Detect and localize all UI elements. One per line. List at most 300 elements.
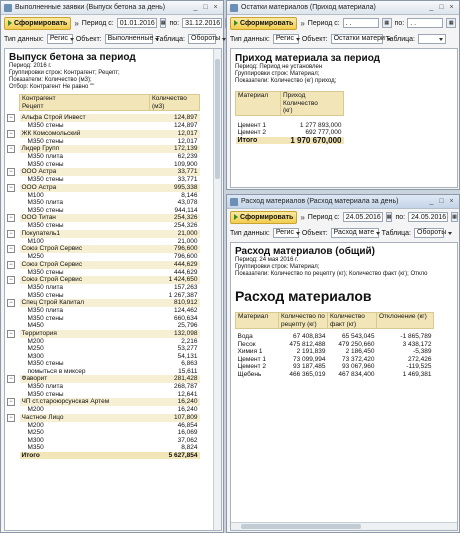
column-header-quantity: Количество (м3) <box>150 95 200 111</box>
row-name: M350 стены <box>27 314 64 322</box>
close-icon[interactable]: × <box>449 4 454 11</box>
collapse-icon[interactable]: − <box>7 184 15 192</box>
row-name: Частное Лицо <box>20 414 150 422</box>
period-label: Период с: <box>307 19 340 27</box>
chevron-down-icon <box>296 232 300 235</box>
row-value: 25,796 <box>177 322 198 329</box>
close-icon[interactable]: × <box>213 4 218 11</box>
table-row[interactable] <box>5 253 200 261</box>
group-row[interactable] <box>5 398 200 406</box>
row-name: M350 стены <box>27 390 64 398</box>
data-type-select[interactable] <box>273 34 299 44</box>
data-type-value: Регис <box>275 229 295 236</box>
table-row[interactable] <box>5 292 200 300</box>
group-toggle-cell[interactable] <box>5 299 20 307</box>
generate-label: Сформировать <box>240 19 294 27</box>
report-meta <box>235 64 453 85</box>
table-row[interactable] <box>236 356 434 364</box>
settings-bar <box>227 225 459 241</box>
group-toggle-cell <box>5 253 20 261</box>
row-value: 12,017 <box>177 137 198 145</box>
group-toggle-cell <box>5 161 20 169</box>
window-icon <box>230 4 238 12</box>
collapse-icon[interactable]: − <box>7 330 15 338</box>
window-material-balance <box>226 0 460 190</box>
table-row[interactable] <box>5 307 200 315</box>
horizontal-scrollbar[interactable] <box>231 522 457 530</box>
collapse-icon[interactable]: − <box>7 299 15 307</box>
group-toggle-cell[interactable] <box>5 375 20 383</box>
group-toggle-cell <box>5 383 20 391</box>
group-toggle-cell[interactable] <box>5 214 20 222</box>
row-value: 33,771 <box>177 176 198 183</box>
group-toggle-cell <box>5 199 20 207</box>
row-name: M250 <box>27 345 44 352</box>
date-to-label: по: <box>395 213 406 221</box>
group-toggle-cell[interactable] <box>5 168 20 176</box>
data-type-value: Регис <box>275 35 295 42</box>
window-concrete-output <box>0 0 224 533</box>
table-row[interactable] <box>5 322 200 330</box>
meta-line: Показатели: Количество (м3); <box>9 77 92 83</box>
group-toggle-cell <box>5 292 20 300</box>
data-type-select[interactable] <box>47 34 73 44</box>
more-chevron-icon[interactable]: » <box>300 18 305 28</box>
column-header-material: Материал <box>236 92 281 116</box>
row-name: Союз Строй Сервис <box>20 261 150 269</box>
group-toggle-cell[interactable] <box>5 330 20 338</box>
table-row[interactable] <box>5 138 200 146</box>
group-toggle-cell[interactable] <box>5 398 20 406</box>
table-row[interactable] <box>5 406 200 414</box>
meta-line: Период: 24 мая 2016 г. <box>235 257 299 263</box>
row-value: 54,131 <box>177 352 198 360</box>
row-value: 172,139 <box>150 145 200 153</box>
row-value: -119,525 <box>406 363 432 370</box>
row-name: M350 стены <box>27 222 64 229</box>
group-toggle-cell <box>5 238 20 246</box>
calendar-icon[interactable]: ▦ <box>446 18 456 28</box>
group-row[interactable] <box>5 168 200 176</box>
generate-label: Сформировать <box>14 19 68 27</box>
collapse-icon[interactable]: − <box>7 414 15 422</box>
column-header-material: Материал <box>236 313 279 329</box>
row-value: 2 186,450 <box>345 348 375 355</box>
settings-bar <box>227 31 459 47</box>
table-row[interactable] <box>5 176 200 184</box>
group-toggle-cell[interactable] <box>5 145 20 153</box>
table-row[interactable] <box>5 122 200 130</box>
row-value: 1 469,381 <box>402 370 432 378</box>
calendar-icon[interactable]: ▦ <box>452 214 457 220</box>
row-name: помыться в миксер <box>27 367 86 375</box>
group-toggle-cell <box>5 176 20 184</box>
row-value: 73 372,420 <box>341 355 375 363</box>
row-name: ЧП ст.староюрсунская Артем <box>20 398 150 406</box>
collapse-icon[interactable]: − <box>7 214 15 222</box>
group-toggle-cell[interactable] <box>5 114 20 122</box>
row-value: 467 834,400 <box>338 370 375 378</box>
row-value: 268,787 <box>174 383 198 390</box>
row-name: ООО Астра <box>20 184 150 192</box>
table-select[interactable] <box>414 228 447 238</box>
table-row[interactable] <box>5 238 200 246</box>
collapse-icon[interactable]: − <box>7 168 15 176</box>
row-name: M100 <box>27 191 44 199</box>
total-value: 5 627,854 <box>150 452 200 460</box>
row-name: M350 плита <box>27 284 64 291</box>
chevron-down-icon <box>448 232 452 235</box>
date-to-label: по: <box>169 19 180 27</box>
data-type-value: Регис <box>49 35 69 42</box>
table-row[interactable] <box>5 222 200 230</box>
row-value: 281,428 <box>150 375 200 383</box>
total-row: Итого 1 970 670,000 <box>237 135 342 145</box>
row-value: 810,912 <box>150 299 200 307</box>
generate-button[interactable] <box>230 211 297 224</box>
date-to-label: по: <box>394 19 405 27</box>
group-toggle-cell <box>5 192 20 200</box>
table-row[interactable] <box>5 161 200 169</box>
collapse-icon[interactable]: − <box>7 398 15 406</box>
row-name: Альфа Строй Инвест <box>20 114 150 122</box>
group-toggle-cell[interactable] <box>5 276 20 284</box>
row-value: 109,900 <box>174 160 198 168</box>
row-value: 796,600 <box>174 253 198 260</box>
row-value: 15,611 <box>178 367 198 375</box>
row-value: 16,240 <box>150 398 200 406</box>
object-label: Объект: <box>75 35 102 43</box>
group-row[interactable] <box>5 276 200 284</box>
date-from-input[interactable]: 24.05.2016 <box>343 212 383 222</box>
group-toggle-cell[interactable] <box>5 184 20 192</box>
group-toggle-cell <box>5 422 20 430</box>
report-area[interactable] <box>230 48 458 188</box>
group-toggle-cell <box>5 406 20 414</box>
row-name: M350 плита <box>27 199 64 206</box>
group-toggle-cell <box>5 353 20 361</box>
group-toggle-cell[interactable] <box>5 414 20 422</box>
row-name: M350 стены <box>27 206 64 214</box>
object-select[interactable] <box>331 228 379 238</box>
column-header-income: Приход Количество (кг) <box>281 92 344 116</box>
row-value: 33,771 <box>150 168 200 176</box>
table-row[interactable] <box>5 422 200 430</box>
meta-line: Показатели: Количество (кг) приход; <box>235 78 337 84</box>
meta-line: Отбор: Контрагент Не равно "" <box>9 84 95 90</box>
generate-label: Сформировать <box>240 213 294 221</box>
group-row[interactable] <box>5 330 200 338</box>
table-row[interactable] <box>5 338 200 346</box>
row-value: 475 812,488 <box>289 340 326 348</box>
row-name: Вода <box>237 333 253 340</box>
row-value: 660,634 <box>174 314 198 322</box>
row-value: 46,854 <box>177 421 198 429</box>
more-chevron-icon[interactable]: » <box>74 18 79 28</box>
row-value: 254,326 <box>174 222 198 229</box>
table-row: Цемент 1 1 277 893,000 <box>237 121 342 129</box>
group-toggle-cell <box>5 307 20 315</box>
group-row[interactable] <box>5 214 200 222</box>
table-row[interactable] <box>236 363 434 371</box>
row-value: 12,641 <box>177 390 198 398</box>
row-name: M350 стены <box>27 176 64 183</box>
play-icon <box>234 20 238 26</box>
table-label: Таблица: <box>381 229 412 237</box>
table-select[interactable] <box>188 34 221 44</box>
row-value: 2,216 <box>181 337 198 345</box>
group-row[interactable] <box>5 261 200 269</box>
row-name: Щебень <box>237 370 262 378</box>
generate-button[interactable] <box>230 17 297 30</box>
more-chevron-icon[interactable]: » <box>300 212 305 222</box>
table-row[interactable] <box>5 207 200 215</box>
table-value: Обороты <box>191 35 221 42</box>
row-value: 124,462 <box>174 307 198 314</box>
row-name: Покупатель1 <box>20 230 150 238</box>
group-toggle-cell[interactable] <box>5 261 20 269</box>
close-icon[interactable]: × <box>449 198 454 205</box>
group-row[interactable] <box>5 230 200 238</box>
row-value: 3 438,172 <box>402 340 432 348</box>
group-toggle-cell <box>5 444 20 452</box>
row-name: M200 <box>27 337 44 345</box>
window-titlebar[interactable] <box>227 195 459 209</box>
data-type-label: Тип данных: <box>4 35 44 43</box>
minimize-icon[interactable]: _ <box>193 4 198 11</box>
row-value: 67 408,834 <box>292 333 326 340</box>
total-row <box>5 452 200 460</box>
row-value: 73 099,994 <box>292 355 326 363</box>
toolbar <box>227 209 459 225</box>
row-name: Союз Строй Сервис <box>20 245 150 253</box>
row-name: M350 стены <box>27 360 64 367</box>
maximize-icon[interactable]: □ <box>439 4 444 11</box>
table-row[interactable] <box>5 153 200 161</box>
row-value: 132,098 <box>150 330 200 338</box>
row-value: 93 067,960 <box>341 363 375 370</box>
row-value: 6,863 <box>181 360 198 367</box>
collapse-icon[interactable]: − <box>7 114 15 122</box>
window-icon <box>230 198 238 206</box>
report-meta <box>235 257 453 278</box>
total-label: Итого <box>20 452 150 460</box>
group-toggle-cell <box>5 207 20 215</box>
table-row[interactable] <box>5 360 200 368</box>
table-row[interactable] <box>5 353 200 361</box>
table-row[interactable] <box>5 368 200 376</box>
table-row[interactable] <box>5 284 200 292</box>
chevron-down-icon <box>70 38 74 41</box>
play-icon <box>234 214 238 220</box>
collapse-icon[interactable]: − <box>7 261 15 269</box>
row-value: 1 424,650 <box>150 276 200 284</box>
date-from-input[interactable]: 01.01.2016 <box>117 18 157 28</box>
meta-line: Период: Период не установлен <box>235 64 323 70</box>
row-name: M350 стены <box>27 160 64 168</box>
generate-button[interactable] <box>4 17 71 30</box>
group-row[interactable] <box>5 114 200 122</box>
table-row[interactable] <box>5 192 200 200</box>
row-value: 796,600 <box>150 245 200 253</box>
group-row[interactable] <box>5 375 200 383</box>
row-name: M350 плита <box>27 153 64 160</box>
collapse-icon[interactable]: − <box>7 145 15 153</box>
group-toggle-cell[interactable] <box>5 230 20 238</box>
row-value: 157,263 <box>174 284 198 291</box>
group-toggle-cell <box>5 153 20 161</box>
calendar-icon[interactable]: ▦ <box>160 20 166 26</box>
maximize-icon[interactable]: □ <box>203 4 208 11</box>
group-toggle-cell <box>5 368 20 376</box>
group-row[interactable] <box>5 145 200 153</box>
collapse-icon[interactable]: − <box>7 245 15 253</box>
row-value: 995,338 <box>150 184 200 192</box>
table-row: Цемент 2 692 777,000 <box>237 129 342 136</box>
group-toggle-cell <box>5 122 20 130</box>
row-name: Территория <box>20 330 150 338</box>
table-row[interactable] <box>236 348 434 356</box>
table-value: Обороты <box>417 229 447 236</box>
minimize-icon[interactable]: _ <box>429 4 434 11</box>
group-row[interactable] <box>5 245 200 253</box>
object-value: Расход мате <box>333 229 375 236</box>
calendar-icon[interactable]: ▦ <box>382 18 392 28</box>
period-label: Период с: <box>81 19 114 27</box>
table-row[interactable] <box>236 333 434 341</box>
vertical-scrollbar[interactable] <box>213 49 221 530</box>
row-value: 65 543,045 <box>341 333 375 340</box>
table-row[interactable] <box>5 269 200 277</box>
group-toggle-cell[interactable] <box>5 130 20 138</box>
row-name: Союз Строй Сервис <box>20 276 150 284</box>
table-row[interactable] <box>5 429 200 437</box>
meta-line: Показатели: Количество по рецепту (кг); Количество факт (кг); Откло <box>235 271 428 277</box>
table-select[interactable] <box>418 34 446 44</box>
collapse-icon[interactable]: − <box>7 130 15 138</box>
report-title: Выпуск бетона за период <box>9 52 136 63</box>
row-value: 944,114 <box>174 206 198 214</box>
row-name: M300 <box>27 436 44 444</box>
object-select[interactable] <box>105 34 153 44</box>
report-table <box>235 91 344 144</box>
table-row[interactable] <box>5 444 200 452</box>
toolbar <box>227 15 459 31</box>
report-area[interactable] <box>230 242 458 531</box>
date-from-input[interactable]: . . <box>343 18 379 28</box>
table-row[interactable] <box>5 391 200 399</box>
report-big-title: Расход материалов <box>235 288 372 304</box>
report-meta <box>9 63 217 91</box>
data-type-select[interactable] <box>273 228 299 238</box>
column-header-recipe-qty: Количество по рецепту (кг) <box>279 313 328 329</box>
date-to-input[interactable]: 24.05.2016 <box>408 212 448 222</box>
row-name: M350 плита <box>27 307 64 314</box>
table-row[interactable] <box>5 315 200 323</box>
object-label: Объект: <box>301 35 328 43</box>
group-toggle-cell <box>5 345 20 353</box>
row-name: ЖК Комсомольский <box>20 130 150 138</box>
group-row[interactable] <box>5 414 200 422</box>
group-row[interactable] <box>5 184 200 192</box>
row-value: -5,389 <box>413 348 432 355</box>
table-row[interactable] <box>236 341 434 349</box>
group-toggle-cell[interactable] <box>5 245 20 253</box>
window-icon <box>4 4 12 12</box>
chevron-down-icon <box>376 232 380 235</box>
object-label: Объект: <box>301 229 328 237</box>
group-toggle-cell <box>5 360 20 368</box>
row-value: 8,146 <box>181 191 198 199</box>
group-toggle-cell <box>5 322 20 330</box>
minimize-icon[interactable]: _ <box>429 198 434 205</box>
window-titlebar[interactable] <box>227 1 459 15</box>
table-label: Таблица: <box>385 35 416 43</box>
group-toggle-cell <box>5 391 20 399</box>
meta-line: Период: 2016 г. <box>9 63 52 69</box>
row-value: 21,000 <box>150 230 200 238</box>
window-titlebar[interactable] <box>1 1 223 15</box>
settings-bar <box>1 31 223 47</box>
column-header-fact-qty: Количество факт (кг) <box>328 313 377 329</box>
table-row[interactable] <box>5 383 200 391</box>
row-name: Фаворит <box>20 375 150 383</box>
date-to-input[interactable]: . . <box>407 18 443 28</box>
row-name: ООО Астра <box>20 168 150 176</box>
collapse-icon[interactable]: − <box>7 230 15 238</box>
row-name: M200 <box>27 406 44 413</box>
row-name: Песок <box>237 340 256 348</box>
date-to-input[interactable]: 31.12.2016 <box>182 18 222 28</box>
row-name: M300 <box>27 352 44 360</box>
report-area[interactable] <box>4 48 222 531</box>
row-value: -1 865,789 <box>400 333 432 340</box>
report-table <box>5 94 200 459</box>
row-value: 16,069 <box>177 429 198 436</box>
group-toggle-cell <box>5 284 20 292</box>
collapse-icon[interactable]: − <box>7 276 15 284</box>
table-row[interactable] <box>5 199 200 207</box>
group-row[interactable] <box>5 130 200 138</box>
row-value: 479 250,660 <box>338 340 375 348</box>
data-type-label: Тип данных: <box>230 35 270 43</box>
table-row[interactable] <box>236 371 434 379</box>
column-header-deviation: Отклонение (кг) <box>377 313 434 329</box>
collapse-icon[interactable]: − <box>7 375 15 383</box>
window-title: Выполненные заявки (Выпуск бетона за день) <box>15 4 166 11</box>
maximize-icon[interactable]: □ <box>439 198 444 205</box>
table-row[interactable] <box>5 437 200 445</box>
group-toggle-cell <box>5 437 20 445</box>
row-value: 53,277 <box>177 345 198 352</box>
table-row[interactable] <box>5 345 200 353</box>
calendar-icon[interactable]: ▦ <box>386 214 392 220</box>
object-select[interactable] <box>331 34 383 44</box>
row-name: Спец Строй Капитал <box>20 299 150 307</box>
row-value: 93 187,485 <box>292 363 326 370</box>
report-title: Расход материалов (общий) <box>235 246 375 257</box>
row-value: 272,426 <box>408 355 432 363</box>
period-label: Период с: <box>307 213 340 221</box>
row-value: 444,629 <box>174 268 198 276</box>
group-row[interactable] <box>5 299 200 307</box>
row-value: 444,629 <box>150 261 200 269</box>
row-value: 2 191,839 <box>296 348 326 355</box>
report-title: Приход материала за период <box>235 53 381 64</box>
group-toggle-cell <box>5 138 20 146</box>
row-value: 12,017 <box>150 130 200 138</box>
toolbar <box>1 15 223 31</box>
